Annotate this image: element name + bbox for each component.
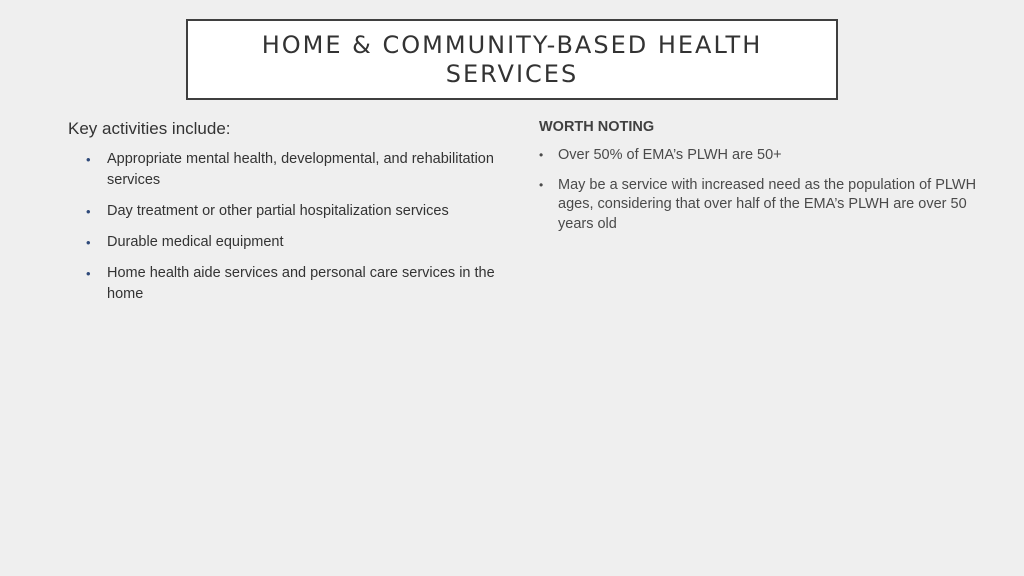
worth-noting-section: [539, 119, 979, 244]
title-box: [186, 19, 838, 100]
list-item: [539, 146, 979, 166]
bullet-icon: •: [86, 235, 91, 250]
worth-noting-list: [539, 146, 979, 234]
list-item: [86, 201, 508, 222]
bullet-icon: •: [86, 266, 91, 281]
list-item: [539, 176, 979, 235]
key-activities-heading: Key activities include:: [68, 119, 231, 138]
list-item-text: May be a service with increased need as the population of PLWH ages, considering that over half of the EMA’s PLWH are over 50 years old: [558, 176, 977, 232]
key-activities-section: [68, 119, 508, 315]
list-item: [86, 263, 508, 305]
list-item: [86, 232, 508, 253]
list-item-text: Appropriate mental health, developmental, and rehabilitation services: [107, 151, 494, 188]
bullet-icon: •: [539, 177, 544, 192]
bullet-icon: •: [86, 152, 91, 167]
list-item-text: Over 50% of EMA’s PLWH are 50+: [558, 147, 782, 163]
list-item-text: Home health aide services and personal care services in the home: [107, 265, 495, 302]
worth-noting-heading: WORTH NOTING: [539, 119, 655, 135]
slide-title: HOME & COMMUNITY-BASED HEALTH SERVICES: [261, 30, 763, 88]
list-item-text: Day treatment or other partial hospitalization services: [107, 203, 449, 219]
bullet-icon: •: [86, 204, 91, 219]
bullet-icon: •: [539, 148, 544, 162]
key-activities-list: [68, 149, 508, 305]
list-item: [86, 149, 508, 191]
list-item-text: Durable medical equipment: [107, 234, 284, 250]
